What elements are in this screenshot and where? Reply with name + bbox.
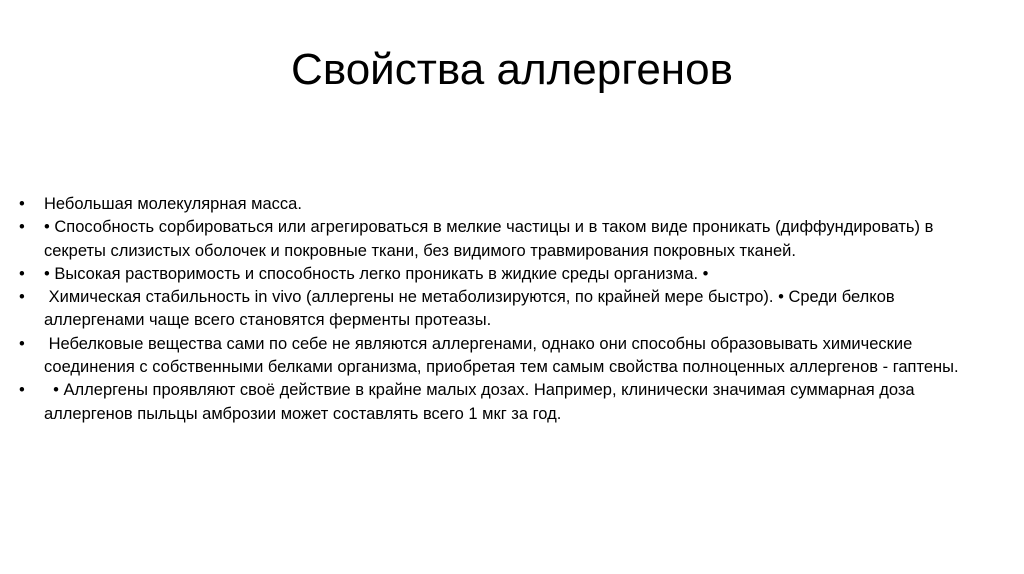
bullet-marker: • — [19, 334, 25, 353]
bullet-text: Небольшая молекулярная масса. — [44, 195, 302, 213]
bullet-marker: • — [19, 218, 25, 237]
bullet-text: Небелковые вещества сами по себе не являются аллергенами, однако они способны образовывать химические соединения с собственными белками организма, приобретая тем самым свойства полноценных аллергенов - гаптены. — [44, 334, 959, 377]
bullet-text: • Способность сорбироваться или агрегироваться в мелкие частицы и в таком виде проникать (диффундировать) в секреты слизистых оболочек и покровные ткани, без видимого травмирования покровных тканей. — [44, 218, 934, 260]
bullet-marker: • — [19, 264, 25, 283]
bullet-marker: • — [19, 195, 25, 213]
bullet-marker: • — [19, 288, 25, 307]
bullet-item — [19, 379, 979, 426]
bullet-text: Химическая стабильность in vivo (аллергены не метаболизируются, по крайней мере быстро). • Среди белков аллергенами чаще всего становятся ферменты протеазы. — [44, 288, 900, 330]
bullet-item — [19, 286, 979, 333]
bullet-text: • Аллергены проявляют своё действие в крайне малых дозах. Например, клинически значимая суммарная доза аллергенов пыльцы амброзии может составлять всего 1 мкг за год. — [44, 381, 920, 423]
bullet-item — [19, 193, 979, 216]
bullet-item — [19, 333, 979, 380]
bullet-marker: • — [19, 381, 25, 400]
bullet-list — [19, 193, 979, 426]
bullet-item — [19, 216, 979, 263]
slide-title: Свойства аллергенов — [291, 45, 733, 94]
bullet-item — [19, 263, 979, 286]
bullet-text: • Высокая растворимость и способность легко проникать в жидкие среды организма. • — [44, 264, 709, 283]
